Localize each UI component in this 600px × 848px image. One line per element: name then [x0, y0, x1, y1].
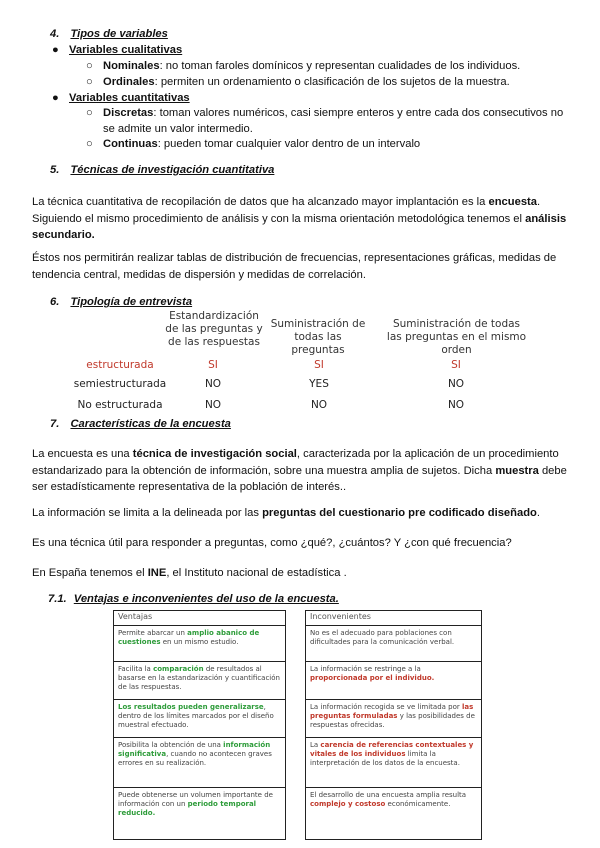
section-5-heading: 5. Técnicas de investigación cuantitativa [50, 164, 275, 176]
paragraph-encuesta: La técnica cuantitativa de recopilación de datos que ha alcanzado mayor implantación es la encuesta. Siguiendo el mismo procedimiento de análisis y con la misma orientación metodológica tenemos el análisis secundario. [32, 196, 567, 241]
inconvenientes-table [305, 610, 482, 840]
section-6-title: Tipología de entrevista [70, 296, 193, 308]
paragraph-ine: En España tenemos el INE, el Instituto nacional de estadística . [32, 567, 347, 579]
paragraph-encuesta-def: La encuesta es una técnica de investigación social, caracterizada por la aplicación de un procedimiento estandarizado para la obtención de información, sobre una muestra amplia de sujetos. Dicha muestra debe ser estadísticamente representativa de la población de interés.. [32, 448, 567, 493]
item-continuas: ○ Continuas: pueden tomar cualquier valor dentro de un intervalo [86, 138, 421, 150]
section-4-title: Tipos de variables [70, 28, 168, 40]
table-header-2: Suministración de todas las preguntas [270, 318, 366, 356]
list-item: No es el adecuado para poblaciones con dificultades para la comunicación verbal. [306, 625, 481, 661]
ventajas-table [113, 610, 286, 840]
bullet-cuantitativas: ● Variables cuantitativas [52, 92, 190, 104]
bullet-cualitativas: ● Variables cualitativas [52, 44, 183, 56]
section-7-1-heading: 7.1. Ventajas e inconvenientes del uso de la encuesta. [48, 593, 339, 605]
list-item: La información se restringe a la proporcionada por el individuo. [306, 661, 481, 699]
list-item: La carencia de referencias contextuales y vitales de los individuos limita la interpretación de los datos de la encuesta. [306, 737, 481, 787]
item-discretas-cont: se admite un valor intermedio. [103, 123, 253, 135]
section-4-heading: 4. Tipos de variables [50, 28, 168, 40]
ventajas-header: Ventajas [118, 612, 153, 621]
section-5-title: Técnicas de investigación cuantitativa [70, 164, 275, 176]
list-item: El desarrollo de una encuesta amplia resulta complejo y costoso económicamente. [306, 787, 481, 839]
section-6-heading: 6. Tipología de entrevista [50, 296, 193, 308]
list-item: Puede obtenerse un volumen importante de información con un periodo temporal reducido. [114, 787, 285, 839]
list-item: Permite abarcar un amplio abanico de cuestiones en un mismo estudio. [114, 625, 285, 661]
table-header-3: Suministración de todas las preguntas en el mismo orden [386, 318, 527, 356]
inconvenientes-header: Inconvenientes [310, 612, 371, 621]
paragraph-tecnica-util: Es una técnica útil para responder a preguntas, como ¿qué?, ¿cuántos? Y ¿con qué frecuencia? [32, 537, 512, 549]
section-7-1-title: Ventajas e inconvenientes del uso de la encuesta. [73, 593, 339, 605]
list-item: Los resultados pueden generalizarse, dentro de los límites marcados por el diseño muestral efectuado. [114, 699, 285, 737]
item-discretas: ○ Discretas: toman valores numéricos, casi siempre enteros y entre cada dos consecutivos no [86, 107, 564, 119]
list-item: Posibilita la obtención de una información significativa, cuando no acontecen graves errores en su realización. [114, 737, 285, 787]
list-item: Facilita la comparación de resultados al basarse en la estandarización y cuantificación de las respuestas. [114, 661, 285, 699]
section-7-heading: 7. Características de la encuesta [50, 418, 231, 430]
item-nominales: ○ Nominales: no toman faroles domínicos y representan cualidades de los individuos. [86, 60, 521, 72]
list-item: La información recogida se ve limitada por las preguntas formuladas y las posibilidades de respuestas ofrecidas. [306, 699, 481, 737]
section-7-title: Características de la encuesta [70, 418, 231, 430]
paragraph-preguntas: La información se limita a la delineada por las preguntas del cuestionario pre codificado diseñado. [32, 507, 540, 519]
item-ordinales: ○ Ordinales: permiten un ordenamiento o clasificación de los sujetos de la muestra. [86, 76, 510, 88]
paragraph-tablas: Éstos nos permitirán realizar tablas de distribución de frecuencias, representaciones gráficas, medidas de tendencia central, medidas de dispersión y medidas de correlación. [32, 252, 557, 281]
table-header-1: Estandardización de las preguntas y de las respuestas [165, 310, 263, 348]
